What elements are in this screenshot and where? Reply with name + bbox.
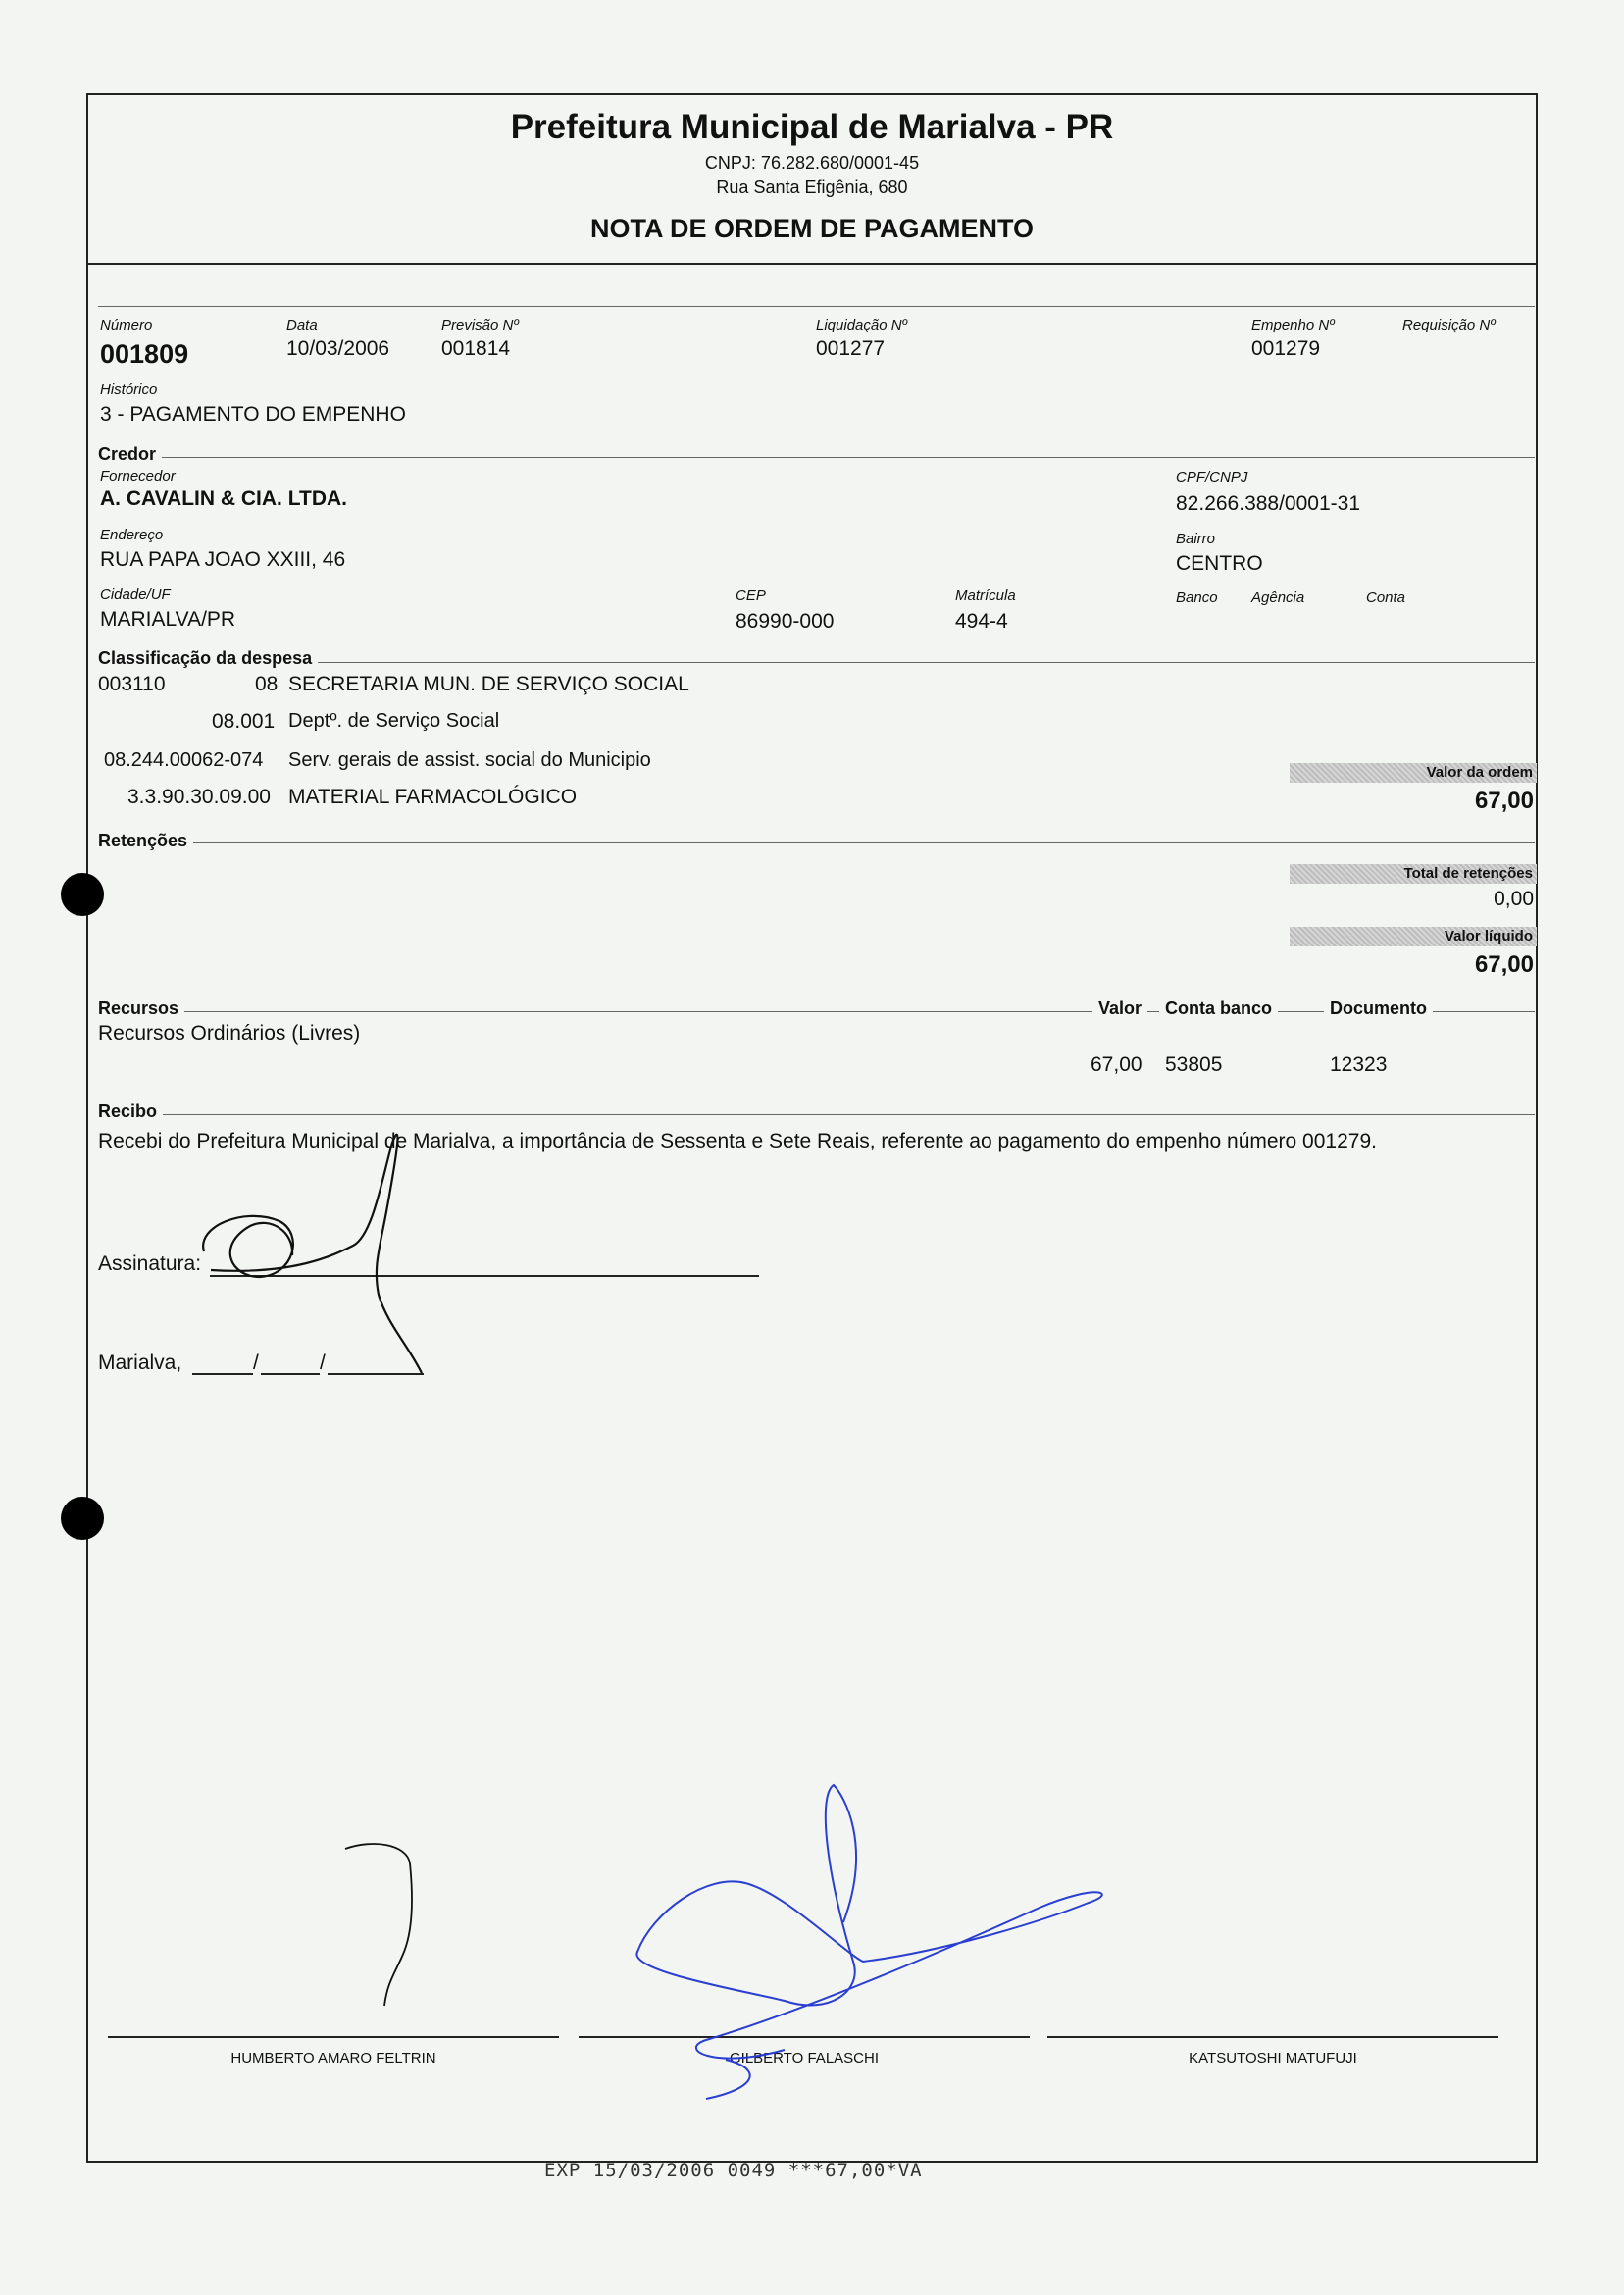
humberto-signature — [345, 1844, 412, 2006]
classif-line1: SECRETARIA MUN. DE SERVIÇO SOCIAL — [288, 673, 689, 695]
punch-hole-2 — [61, 1497, 104, 1540]
classif-line4: MATERIAL FARMACOLÓGICO — [288, 786, 578, 808]
cidade-value: MARIALVA/PR — [100, 608, 236, 631]
recursos-conta-header: Conta banco — [1159, 998, 1278, 1019]
matricula-label: Matrícula — [955, 587, 1016, 604]
recibo-text: Recebi do Prefeitura Municipal de Marialva, a importância de Sessenta e Sete Reais, referente ao pagamento do empenho número 001279. — [98, 1130, 1377, 1152]
data-value: 10/03/2006 — [286, 337, 390, 360]
valor-liquido-value: 67,00 — [1474, 951, 1534, 978]
receipt-signature — [203, 1135, 422, 1373]
liquidacao-value: 001277 — [816, 337, 886, 360]
previsao-value: 001814 — [441, 337, 511, 360]
fornecedor-label: Fornecedor — [100, 468, 176, 484]
cpf-label: CPF/CNPJ — [1176, 469, 1248, 485]
document-title: NOTA DE ORDEM DE PAGAMENTO — [589, 214, 1034, 243]
recursos-conta: 53805 — [1165, 1053, 1223, 1076]
numero-value: 001809 — [100, 339, 189, 369]
local-label: Marialva, — [98, 1352, 182, 1374]
recursos-valor: 67,00 — [1091, 1053, 1142, 1076]
classif-code4: 08.244.00062-074 — [104, 749, 264, 771]
empenho-label: Empenho Nº — [1251, 317, 1335, 333]
cidade-label: Cidade/UF — [100, 586, 171, 603]
recursos-documento: 12323 — [1330, 1053, 1388, 1076]
municipality-title: Prefeitura Municipal de Marialva - PR — [510, 108, 1114, 146]
assinatura-label: Assinatura: — [98, 1252, 202, 1275]
address-text: Rua Santa Efigênia, 680 — [716, 178, 908, 197]
numero-label: Número — [100, 317, 153, 333]
valor-ordem-value: 67,00 — [1474, 788, 1534, 814]
valor-ordem-label: Valor da ordem — [1426, 764, 1533, 781]
classif-code5: 3.3.90.30.09.00 — [127, 786, 271, 808]
recibo-section: Recibo — [98, 1101, 163, 1122]
date-sep2: / — [320, 1352, 326, 1374]
historico-label: Histórico — [100, 382, 158, 398]
valor-liquido-label: Valor líquido — [1444, 928, 1533, 944]
signatory-name-3: KATSUTOSHI MATUFUJI — [1189, 2050, 1357, 2066]
classificacao-section: Classificação da despesa — [98, 648, 318, 669]
cpf-value: 82.266.388/0001-31 — [1176, 492, 1361, 515]
classif-code1: 003110 — [98, 673, 166, 695]
previsao-label: Previsão Nº — [441, 317, 519, 333]
cnpj-text: CNPJ: 76.282.680/0001-45 — [704, 153, 920, 173]
classif-line3: Serv. gerais de assist. social do Municipio — [288, 749, 651, 771]
conta-label: Conta — [1366, 589, 1406, 606]
recursos-valor-header: Valor — [1092, 998, 1147, 1019]
total-retencoes-value: 0,00 — [1494, 888, 1534, 910]
bank-stamp: EXP 15/03/2006 0049 ***67,00*VA — [544, 2160, 923, 2181]
credor-section: Credor — [98, 444, 162, 465]
classif-code2: 08 — [255, 673, 279, 695]
bairro-value: CENTRO — [1176, 552, 1263, 575]
recursos-item: Recursos Ordinários (Livres) — [98, 1022, 361, 1045]
date-sep1: / — [253, 1352, 259, 1374]
cep-value: 86990-000 — [736, 610, 835, 633]
requisicao-label: Requisição Nº — [1402, 317, 1496, 333]
data-label: Data — [286, 317, 318, 333]
agencia-label: Agência — [1251, 589, 1305, 606]
classif-code3: 08.001 — [212, 710, 276, 733]
punch-hole-1 — [61, 873, 104, 916]
gilberto-signature — [636, 1785, 1101, 2099]
bairro-label: Bairro — [1176, 531, 1216, 547]
total-retencoes-label: Total de retenções — [1403, 865, 1533, 882]
historico-value: 3 - PAGAMENTO DO EMPENHO — [100, 403, 406, 426]
signatory-name-1: HUMBERTO AMARO FELTRIN — [230, 2050, 436, 2066]
retencoes-section: Retenções — [98, 831, 193, 851]
classif-line2: Deptº. de Serviço Social — [288, 710, 500, 732]
matricula-value: 494-4 — [955, 610, 1008, 633]
cep-label: CEP — [736, 587, 766, 604]
recursos-documento-header: Documento — [1324, 998, 1433, 1019]
banco-label: Banco — [1176, 589, 1218, 606]
liquidacao-label: Liquidação Nº — [816, 317, 908, 333]
fornecedor-value: A. CAVALIN & CIA. LTDA. — [100, 487, 347, 510]
signatory-name-2: GILBERTO FALASCHI — [730, 2050, 879, 2066]
endereco-value: RUA PAPA JOAO XXIII, 46 — [100, 548, 346, 571]
endereco-label: Endereço — [100, 527, 164, 543]
empenho-value: 001279 — [1251, 337, 1321, 360]
recursos-section: Recursos — [98, 998, 184, 1019]
